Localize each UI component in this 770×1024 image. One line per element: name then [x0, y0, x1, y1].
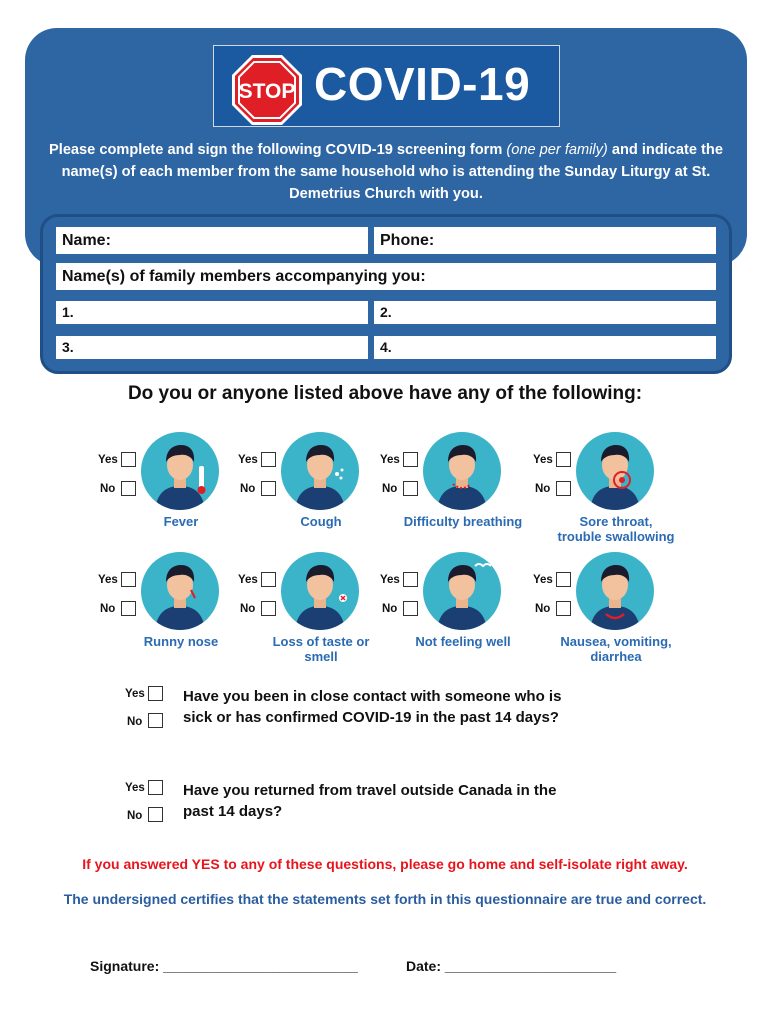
symptom-yes-checkbox[interactable] — [403, 572, 418, 587]
yes-label: Yes — [380, 454, 400, 466]
symptom-label-line2: trouble swallowing — [557, 529, 675, 544]
sore-throat-icon — [576, 432, 654, 510]
logo-title: COVID-19 — [314, 58, 531, 110]
intro-italic: (one per family) — [506, 142, 608, 158]
symptom-no-checkbox[interactable] — [556, 481, 571, 496]
yes-label: Yes — [533, 454, 553, 466]
fever-icon — [141, 432, 219, 510]
yes-label: Yes — [98, 574, 118, 586]
question-line: sick or has confirmed COVID-19 in the past 14 days? — [183, 709, 559, 726]
symptom-label-line1: Loss of taste or — [272, 634, 370, 649]
nausea-icon — [576, 552, 654, 630]
runny-nose-icon — [141, 552, 219, 630]
yes-label: Yes — [98, 454, 118, 466]
question-line: Have you returned from travel outside Canada in the — [183, 782, 557, 799]
symptom-yes-checkbox[interactable] — [556, 572, 571, 587]
symptom-no-checkbox[interactable] — [261, 601, 276, 616]
symptom-item — [377, 552, 547, 672]
symptom-no-checkbox[interactable] — [121, 601, 136, 616]
travel-question — [125, 780, 685, 830]
close-contact-text — [183, 686, 561, 728]
name-field[interactable]: Name: — [56, 227, 368, 254]
no-label: No — [535, 483, 551, 495]
symptom-label — [554, 634, 678, 664]
yes-label: Yes — [238, 454, 258, 466]
family-member-3-field[interactable]: 3. — [56, 336, 368, 359]
travel-text — [183, 780, 556, 822]
travel-no-checkbox[interactable] — [148, 807, 163, 822]
symptom-label-line1: Cough — [300, 514, 342, 529]
symptom-label — [259, 634, 383, 664]
symptom-yes-checkbox[interactable] — [121, 452, 136, 467]
symptom-label — [119, 634, 243, 649]
intro-part1: Please complete and sign the following COVID-19 screening form — [49, 142, 507, 158]
close-contact-no-checkbox[interactable] — [148, 713, 163, 728]
symptom-yes-checkbox[interactable] — [121, 572, 136, 587]
symptom-label — [259, 514, 383, 529]
no-label: No — [100, 603, 116, 615]
symptom-label-line2: smell — [304, 649, 338, 664]
phone-field[interactable]: Phone: — [374, 227, 716, 254]
family-member-1-field[interactable]: 1. — [56, 301, 368, 324]
symptom-label — [554, 514, 678, 544]
symptom-yes-checkbox[interactable] — [261, 572, 276, 587]
family-members-field[interactable]: Name(s) of family members accompanying you: — [56, 263, 716, 290]
symptom-label-line1: Sore throat, — [579, 514, 653, 529]
covid-logo — [213, 45, 560, 127]
stop-sign-icon — [231, 54, 303, 126]
stop-text: STOP — [238, 80, 296, 103]
symptom-no-checkbox[interactable] — [261, 481, 276, 496]
no-label: No — [127, 716, 143, 728]
taste-smell-icon — [281, 552, 359, 630]
symptom-yes-checkbox[interactable] — [403, 452, 418, 467]
intro-part2: and indicate the name(s) of each member from the same household who is attending the Sunday Liturgy at St. Demetrius Church with you. — [61, 142, 723, 202]
certification-text: The undersigned certifies that the statements set forth in this questionnaire are true and correct. — [63, 891, 707, 907]
warning-text: If you answered YES to any of these questions, please go home and self-isolate right away. — [82, 856, 688, 872]
no-label: No — [382, 483, 398, 495]
yes-label: Yes — [380, 574, 400, 586]
close-contact-question — [125, 686, 685, 736]
symptom-no-checkbox[interactable] — [556, 601, 571, 616]
symptom-label — [401, 514, 525, 529]
no-label: No — [100, 483, 116, 495]
symptom-label — [119, 514, 243, 529]
symptom-item — [530, 552, 700, 672]
symptom-label-line1: Fever — [163, 514, 199, 529]
yes-label: Yes — [125, 782, 145, 794]
no-label: No — [240, 603, 256, 615]
symptom-label-line1: Difficulty breathing — [403, 514, 523, 529]
date-line[interactable]: Date: ______________________ — [406, 958, 617, 974]
unwell-icon — [423, 552, 501, 630]
yes-label: Yes — [533, 574, 553, 586]
close-contact-yes-checkbox[interactable] — [148, 686, 163, 701]
signature-line[interactable]: Signature: _________________________ — [90, 958, 358, 974]
symptom-label-line1: Nausea, vomiting, — [560, 634, 672, 649]
symptom-no-checkbox[interactable] — [121, 481, 136, 496]
symptom-label-line2: diarrhea — [590, 649, 642, 664]
symptom-label-line1: Runny nose — [143, 634, 219, 649]
intro-text — [40, 139, 732, 205]
symptom-item — [377, 432, 547, 552]
symptom-no-checkbox[interactable] — [403, 601, 418, 616]
question-title: Do you or anyone listed above have any of the following: — [127, 383, 643, 404]
question-line: Have you been in close contact with someone who is — [183, 688, 562, 705]
symptom-yes-checkbox[interactable] — [261, 452, 276, 467]
symptom-label-line1: Not feeling well — [415, 634, 511, 649]
symptom-yes-checkbox[interactable] — [556, 452, 571, 467]
family-member-2-field[interactable]: 2. — [374, 301, 716, 324]
breathing-icon — [423, 432, 501, 510]
symptom-no-checkbox[interactable] — [403, 481, 418, 496]
symptom-label — [401, 634, 525, 649]
no-label: No — [240, 483, 256, 495]
no-label: No — [382, 603, 398, 615]
cough-icon — [281, 432, 359, 510]
family-member-4-field[interactable]: 4. — [374, 336, 716, 359]
question-line: past 14 days? — [183, 803, 283, 820]
symptom-item — [530, 432, 700, 552]
no-label: No — [127, 810, 143, 822]
travel-yes-checkbox[interactable] — [148, 780, 163, 795]
yes-label: Yes — [125, 688, 145, 700]
yes-label: Yes — [238, 574, 258, 586]
no-label: No — [535, 603, 551, 615]
